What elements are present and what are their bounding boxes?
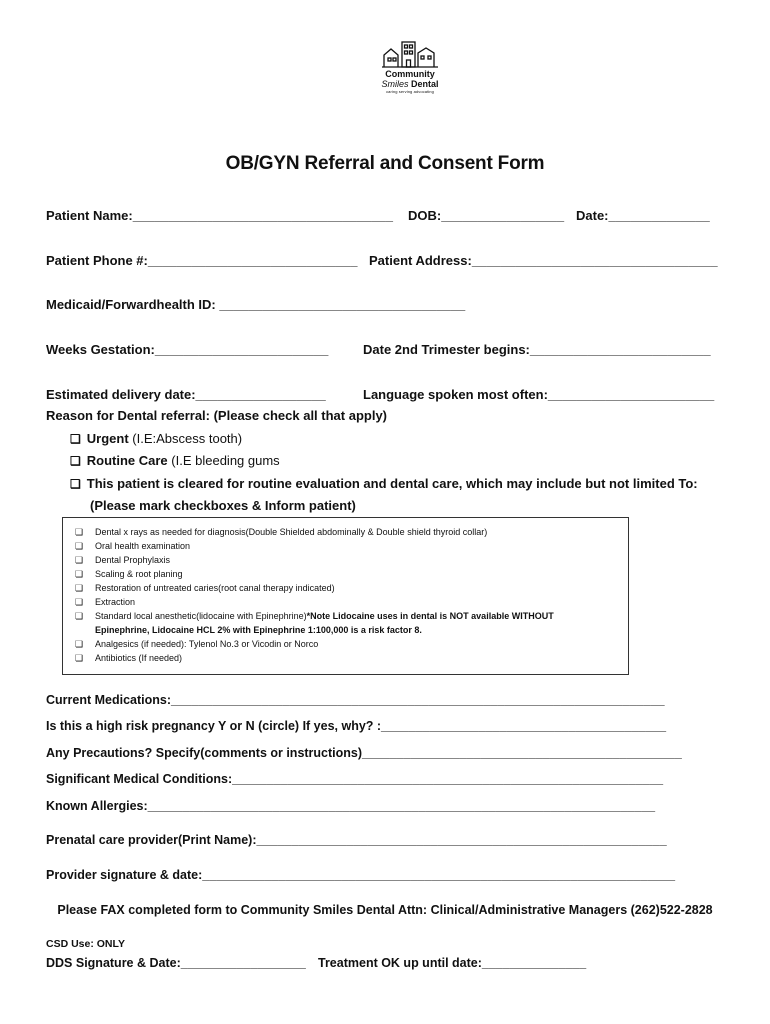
scaling-label: Scaling & root planing (95, 569, 183, 579)
restoration-label: Restoration of untreated caries(root canal therapy indicated) (95, 583, 335, 593)
routine-care-label: Routine Care (86, 453, 168, 468)
language-field[interactable]: Language spoken most often:_______________________ (363, 387, 715, 402)
patient-name-field[interactable]: Patient Name:____________________________________ (46, 208, 393, 223)
logo-line-smiles-dental (370, 79, 450, 89)
weeks-gestation-field[interactable]: Weeks Gestation:________________________ (46, 342, 329, 357)
logo-line-community: Community (385, 69, 435, 79)
prenatal-provider-field[interactable]: Prenatal care provider(Print Name):___________________________________________________________ (46, 833, 667, 847)
procedure-scaling[interactable] (75, 569, 183, 580)
urgent-option[interactable] (70, 431, 242, 446)
procedure-analgesics[interactable] (75, 639, 318, 650)
scaling-checkbox[interactable]: ❏ (75, 569, 84, 579)
urgent-checkbox[interactable]: ❏ (70, 432, 81, 446)
xrays-label: Dental x rays as needed for diagnosis(Double Shielded abdominally & Double shield thyroid collar) (95, 527, 488, 537)
cleared-instruction: (Please mark checkboxes & Inform patient) (90, 498, 356, 513)
provider-signature-field[interactable]: Provider signature & date:____________________________________________________________________ (46, 868, 676, 882)
dds-signature-field[interactable]: DDS Signature & Date:__________________ (46, 956, 306, 970)
medicaid-id-field[interactable]: Medicaid/Forwardhealth ID: __________________________________ (46, 297, 466, 312)
procedure-prophylaxis[interactable] (75, 555, 170, 566)
community-smiles-logo (370, 40, 450, 95)
procedure-xrays[interactable] (75, 527, 487, 538)
procedure-oral-exam[interactable] (75, 541, 190, 552)
buildings-logo-icon (382, 40, 438, 68)
antibiotics-checkbox[interactable]: ❏ (75, 653, 84, 663)
patient-address-field[interactable]: Patient Address:__________________________________ (369, 253, 718, 268)
routine-care-note: (I.E bleeding gums (167, 453, 280, 468)
cleared-label: This patient is cleared for routine evaluation and dental care, which may include but not limited To: (86, 476, 698, 491)
routine-care-checkbox[interactable]: ❏ (70, 454, 81, 468)
cleared-option[interactable] (70, 476, 698, 491)
analgesics-checkbox[interactable]: ❏ (75, 639, 84, 649)
anesthetic-checkbox[interactable]: ❏ (75, 611, 84, 621)
fax-instructions: Please FAX completed form to Community Smiles Dental Attn: Clinical/Administrative Managers (262)522-2828 (57, 903, 713, 917)
anesthetic-note: *Note Lidocaine uses in dental is NOT available WITHOUT (306, 611, 554, 621)
oral-exam-checkbox[interactable]: ❏ (75, 541, 84, 551)
precautions-field[interactable]: Any Precautions? Specify(comments or instructions)______________________________________________ (46, 746, 682, 760)
procedure-restoration[interactable] (75, 583, 335, 594)
procedure-antibiotics[interactable] (75, 653, 182, 664)
delivery-date-field[interactable]: Estimated delivery date:__________________ (46, 387, 326, 402)
procedure-anesthetic[interactable] (75, 611, 554, 622)
restoration-checkbox[interactable]: ❏ (75, 583, 84, 593)
second-trimester-field[interactable]: Date 2nd Trimester begins:_________________________ (363, 342, 711, 357)
current-medications-field[interactable]: Current Medications:_______________________________________________________________________ (46, 693, 665, 707)
cleared-checkbox[interactable]: ❏ (70, 477, 81, 491)
logo-tagline: caring serving advocating (386, 89, 434, 94)
procedures-box (62, 517, 629, 675)
treatment-ok-date-field[interactable]: Treatment OK up until date:_______________ (318, 956, 587, 970)
urgent-label: Urgent (86, 431, 129, 446)
reason-heading: Reason for Dental referral: (Please check all that apply) (46, 408, 388, 423)
logo-word-dental: Dental (411, 79, 439, 89)
form-title: OB/GYN Referral and Consent Form (225, 153, 545, 174)
medical-conditions-field[interactable]: Significant Medical Conditions:______________________________________________________________ (46, 772, 664, 786)
routine-care-option[interactable] (70, 453, 280, 468)
patient-phone-field[interactable]: Patient Phone #:_____________________________ (46, 253, 358, 268)
procedure-extraction[interactable] (75, 597, 135, 608)
anesthetic-note-continued: Epinephrine, Lidocaine HCL 2% with Epinephrine 1:100,000 is a risk factor 8. (95, 625, 422, 635)
oral-exam-label: Oral health examination (95, 541, 191, 551)
xrays-checkbox[interactable]: ❏ (75, 527, 84, 537)
csd-use-only-label: CSD Use: ONLY (46, 938, 125, 950)
dob-field[interactable]: DOB:_________________ (408, 208, 565, 223)
prophylaxis-checkbox[interactable]: ❏ (75, 555, 84, 565)
known-allergies-field[interactable]: Known Allergies:_________________________________________________________________________ (46, 799, 656, 813)
date-field[interactable]: Date:______________ (576, 208, 710, 223)
urgent-note: (I.E:Abscess tooth) (128, 431, 243, 446)
extraction-label: Extraction (95, 597, 136, 607)
prophylaxis-label: Dental Prophylaxis (95, 555, 171, 565)
antibiotics-label: Antibiotics (If needed) (95, 653, 183, 663)
analgesics-label: Analgesics (if needed): Tylenol No.3 or Vicodin or Norco (95, 639, 319, 649)
extraction-checkbox[interactable]: ❏ (75, 597, 84, 607)
high-risk-pregnancy-field[interactable]: Is this a high risk pregnancy Y or N (circle) If yes, why? :_________________________________________ (46, 719, 667, 733)
anesthetic-label: Standard local anesthetic(lidocaine with Epinephrine) (95, 611, 307, 621)
logo-word-smiles: Smiles (381, 79, 409, 89)
